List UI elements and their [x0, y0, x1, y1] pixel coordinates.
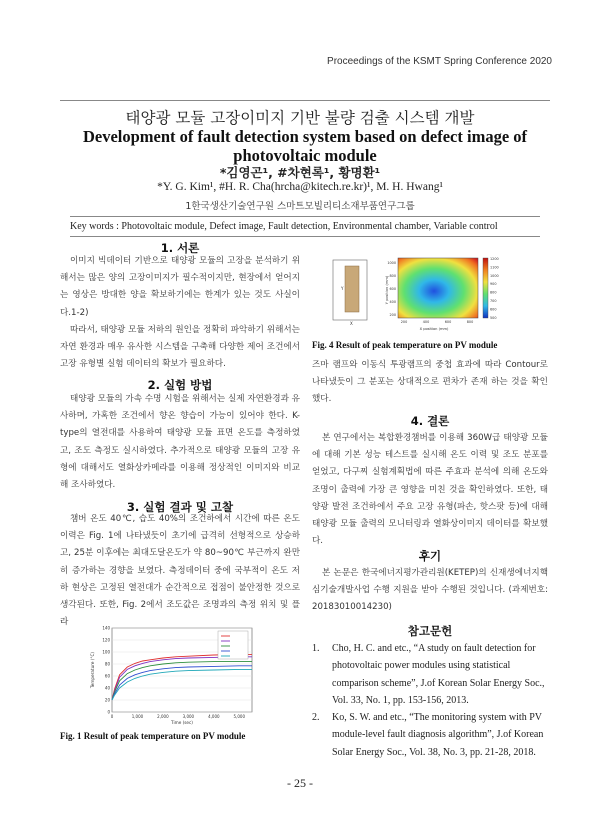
page-number: - 25 - — [287, 776, 313, 790]
keywords-top-rule — [70, 216, 540, 217]
references-title: 참고문헌 — [407, 624, 453, 638]
fig4-colorbar-label: 1200 — [490, 257, 499, 261]
fig4-colorbar-label: 600 — [490, 307, 497, 312]
fig4-colorbar-label: 1000 — [490, 273, 499, 278]
section-2-title: 2. 실험 방법 — [147, 378, 213, 392]
fig4-xtick-label: 400 — [422, 320, 430, 324]
fig1-xtick-label: 1,000 — [131, 714, 144, 719]
section-1-paragraph-1: 이미지 빅데이터 기반으로 태양광 모듈의 고장을 분석하기 위해서는 많은 양의 고장이미지가 필수적이지만, 현장에서 얻어지는 영상은 방대한 양을 확보하기에는 한계가 있는 것도 사실이다.1-2) — [60, 256, 300, 318]
fig1-ytick-label: 40 — [104, 685, 110, 691]
reference-text: Cho, H. C. and etc., “A study on fault detection for photovoltaic power modules using statistical comparison scheme”, J.of Korean Solar Energy Soc., Vol. 33, No. 1, pp. 153-156, 2013. — [332, 643, 545, 706]
fig4-module-panel — [345, 266, 359, 312]
fig4-ytick-label: 600 — [389, 287, 396, 291]
conference-header: Proceedings of the KSMT Spring Conference 2020 — [327, 56, 552, 67]
fig1-xtick-label: 0 — [110, 714, 114, 719]
authors-english: *Y. G. Kim¹, #H. R. Cha(hrcha@kitech.re.kr)¹, M. H. Hwang¹ — [157, 181, 443, 193]
fig4-ylabel: Y position (mm) — [385, 275, 389, 305]
fig4-heatmap — [398, 258, 478, 318]
section-3-paragraph-1: 챔버 온도 40℃, 습도 40%의 조건하에서 시간에 따른 온도이력은 Fig. 1에 나타냈듯이 초기에 급격히 선형적으로 상승하고, 25분 이후에는 최대도달온도가 약 80~90℃ 부근까지 완만히 증가하는 경향을 보였다. 측정데이터 중에 국부적이 온도 저하 현상은 고정된 열전대가 순간적으로 접점이 불안정한 것으로 생각된다. 또한, Fig. 2에서 조도값은 조명과의 측정 위치 및 플라 — [60, 514, 300, 628]
section-3-title: 3. 실험 결과 및 고찰 — [126, 500, 234, 514]
reference-number: 2. — [312, 712, 320, 724]
fig1-ytick-label: 60 — [104, 673, 110, 679]
fig4-colorbar-label: 700 — [490, 299, 497, 303]
fig1-caption: Fig. 1 Result of peak temperature on PV module — [60, 731, 246, 741]
fig4-module-label-x: X — [350, 321, 353, 326]
fig1-legend — [218, 631, 248, 659]
acknowledgement-title: 후기 — [418, 549, 442, 563]
fig4-ytick-label: 200 — [389, 313, 396, 317]
fig1-ytick-label: 80 — [104, 661, 110, 667]
fig1-ytick-label: 140 — [102, 625, 110, 631]
fig4-contour-figure — [330, 250, 510, 336]
fig4-colorbar-label: 900 — [490, 282, 497, 287]
reference-list — [312, 640, 548, 761]
section-1-paragraph-2: 따라서, 태양광 모듈 저하의 원인을 정확히 파악하기 위해서는 자연 환경과 매우 유사한 시스템을 구축해 다양한 제어 조건에서 고장 유형별 실험 데이터의 확보가 필요하다. — [60, 325, 300, 370]
fig4-colorbar-label: 500 — [490, 315, 497, 320]
fig1-xtick-label: 2,000 — [157, 714, 169, 719]
fig4-module-label-y: Y — [341, 286, 344, 291]
fig4-xtick-label: 600 — [444, 320, 452, 324]
fig4-colorbar-label: 1100 — [490, 265, 499, 270]
keywords-bottom-rule — [70, 236, 540, 237]
fig1-ytick-label: 100 — [102, 649, 110, 655]
fig4-xtick-label: 200 — [400, 320, 408, 324]
fig4-ytick-label: 1000 — [387, 261, 396, 265]
fig4-colorbar-label: 800 — [490, 290, 497, 295]
reference-item — [312, 709, 548, 761]
fig1-ytick-label: 120 — [102, 637, 110, 643]
reference-number: 1. — [312, 643, 320, 654]
fig1-temperature-chart — [86, 624, 296, 732]
fig1-xlabel: Time (sec) — [171, 720, 193, 725]
fig4-caption: Fig. 4 Result of peak temperature on PV module — [312, 340, 498, 350]
authors-korean: *김영곤¹, #차현록¹, 황명환¹ — [219, 165, 381, 180]
affiliation: 1한국생산기술연구원 스마트모빌리티소재부품연구그룹 — [185, 201, 415, 212]
fig1-ytick-label: 20 — [104, 697, 110, 703]
section-4-title: 4. 결론 — [410, 414, 450, 428]
reference-text: Ko, S. W. and etc., “The monitoring system with PV module-level fault diagnosis algorithm”, J.of Korean Solar Energy Soc., Vol. 38, No. 3, pp. 21-28, 2018. — [332, 712, 544, 758]
title-korean: 태양광 모듈 고장이미지 기반 불량 검출 시스템 개발 — [125, 109, 475, 127]
fig4-ytick-label: 800 — [389, 274, 396, 278]
fig4-ytick-label: 400 — [389, 300, 396, 304]
fig1-xtick-label: 5,000 — [233, 714, 245, 719]
fig4-xlabel: X position (mm) — [419, 327, 449, 331]
reference-item — [312, 640, 548, 709]
fig4-xtick-label: 800 — [466, 320, 474, 324]
acknowledgement-paragraph: 본 논문은 한국에너지평가관리원(KETEP)의 신재생에너지핵심기술개발사업 수행 지원을 받아 수행된 것입니다. (과제번호: 20183010014230) — [312, 568, 548, 613]
fig4-colorbar — [483, 258, 488, 318]
fig1-ylabel: Temperature (°C) — [90, 651, 95, 689]
fig1-ytick-label: 0 — [107, 709, 110, 715]
keywords: Key words : Photovoltaic module, Defect image, Fault detection, Environmental chamber, Variable control — [70, 221, 498, 232]
title-english: Development of fault detection system based on defect image of photovoltaic module — [82, 127, 528, 165]
section-2-paragraph-1: 태양광 모듈의 가속 수명 시험을 위해서는 실제 자연환경과 유사하며, 가혹한 조건에서 향온 향습이 가능이 있어야 한다. K-type의 열전대를 사용하여 태양광 모듈 표면 온도를 측정하였고, 조도 측정도 실시하였다. 추가적으로 태양광 모듈의 고장 유형에 대해서도 열화상카메라를 이용해 정상적인 이미지와 비교해 조사하였다. — [60, 394, 300, 491]
fig1-xtick-label: 4,000 — [208, 714, 220, 719]
section-4-paragraph-1: 본 연구에서는 복합환경챔버를 이용해 360W급 태양광 모듈에 대해 기본 성능 테스트를 실시해 온도 이력 및 조도 분포를 얻었고, 다구찌 실험계획법에 따른 주효과 분석에 의해 온도와 조명이 출력에 가장 큰 영향을 미친 것을 확인하였다. 또한, 태양광 발전 조건하에서 주요 고장 유형(파손, 핫스팟 등)에 대해 태양광 모듈 출력의 모니터링과 열화상이미지 데이터를 확보했다. — [312, 433, 548, 547]
fig1-xtick-label: 3,000 — [182, 714, 195, 719]
section-3-paragraph-2: 즈마 램프와 이동식 투광램프의 중첩 효과에 따라 Contour로 나타냈듯이 그 분포는 상대적으로 편차가 존재 하는 것을 확인했다. — [312, 360, 548, 405]
section-1-title: 1. 서론 — [160, 241, 200, 255]
header-rule — [60, 100, 550, 101]
